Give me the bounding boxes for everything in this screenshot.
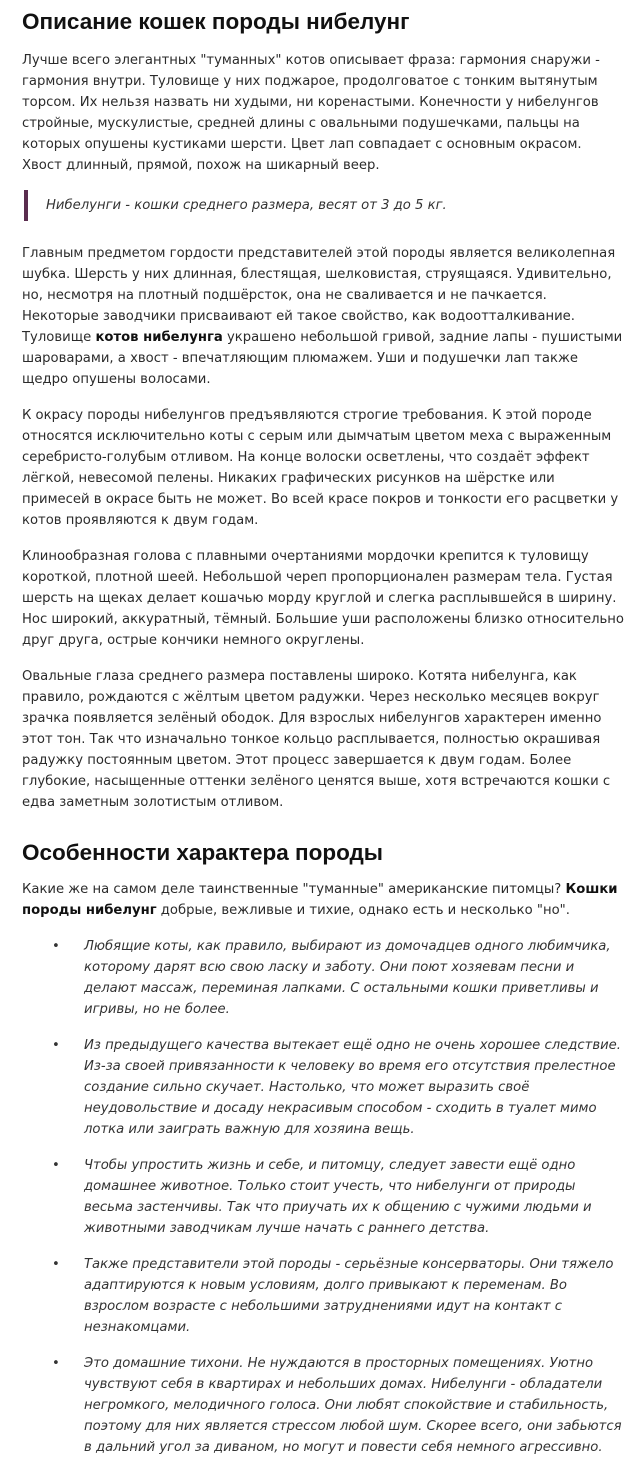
intro-paragraph: Лучше всего элегантных "туманных" котов описывает фраза: гармония снаружи - гармония внутри. Туловище у них поджарое, продолговатое с тонким вытянутым торсом. Их нельзя назвать ни худыми, ни коренастыми. Конечности у нибелунгов стройные, мускулистые, средней длины с овальными подушечками, пальцы на которых опушены кустиками шерсти. Цвет лап совпадает с основным окрасом. Хвост длинный, прямой, похож на шикарный веер. [22,53,600,173]
list-item-text: Чтобы упростить жизнь и себе, и питомцу, следует завести ещё одно домашнее животное. Только стоит учесть, что нибелунги от природы весьма застенчивы. Так что приучать их к общению с чужими людьми и животными заводчикам лучше начать с раннего детства. [84,1158,592,1236]
bullet-icon: • [52,939,60,954]
list-item-text: Также представители этой породы - серьёзные консерваторы. Они тяжело адаптируются к новым условиям, долго привыкают к переменам. Во взрослом возрасте с небольшими затруднениями идут на контакт с незнакомцами. [84,1257,614,1335]
character-intro-paragraph [22,879,624,921]
character-text-bold: Кошки породы нибелунг [22,882,618,918]
list-item [52,1155,624,1239]
color-paragraph: К окрасу породы нибелунгов предъявляются строгие требования. К этой породе относятся исключительно коты с серым или дымчатым цветом меха с выраженным серебристо-голубым отливом. На конце волоски осветлены, что создаёт эффект лёгкой, невесомой пелены. Никаких графических рисунков на шёрстке или примесей в окрасе быть не может. Во всей красе покров и тонкости его расцветки у котов проявляются к двум годам. [22,408,619,528]
section-heading-description: Описание кошек породы нибелунг [22,9,410,34]
character-trait-list [22,936,624,1458]
size-quote: Нибелунги - кошки среднего размера, весят от 3 до 5 кг. [24,190,624,221]
character-text-end: добрые, вежливые и тихие, однако есть и несколько "но". [156,903,570,918]
list-item [52,936,624,1020]
list-item-text: Из предыдущего качества вытекает ещё одно не очень хорошее следствие. Из-за своей привязанности к человеку во время его отсутствия прелестное создание сильно скучает. Настолько, что может выразить своё неудовольствие и досаду некрасивым способом - сходить в туалет мимо лотка или заиграть важную для хозяина вещь. [84,1038,621,1137]
bullet-icon: • [52,1356,60,1371]
bullet-icon: • [52,1038,60,1053]
bullet-icon: • [52,1158,60,1173]
eyes-paragraph: Овальные глаза среднего размера поставлены широко. Котята нибелунга, как правило, рождаются с жёлтым цветом радужки. Через несколько месяцев вокруг зрачка появляется зелёный ободок. Для взрослых нибелунгов характерен именно этот тон. Так что изначально тонкое кольцо расплывается, полностью окрашивая радужку постоянным цветом. Этот процесс завершается к двум годам. Более глубокие, насыщенные оттенки зелёного ценятся выше, хотя встречаются кошки с едва заметным золотистым отливом. [22,669,611,810]
head-paragraph: Клинообразная голова с плавными очертаниями мордочки крепится к туловищу короткой, плотной шеей. Небольшой череп пропорционален размерам тела. Густая шерсть на щеках делает кошачью морду круглой и слегка расплывшейся в ширину. Нос широкий, аккуратный, тёмный. Большие уши расположены близко относительно друг друга, острые кончики немного округлены. [22,549,624,648]
list-item [52,1035,624,1140]
coat-text-end: украшено небольшой гривой, задние лапы - пушистыми шароварами, а хвост - впечатляющим плюмажем. Уши и подушечки лап также щедро опушены волосами. [22,330,623,387]
coat-text-bold: котов нибелунга [95,330,223,345]
coat-paragraph [22,243,624,390]
coat-text-start: Главным предметом гордости представителей этой породы является великолепная шубка. Шерсть у них длинная, блестящая, шелковистая, струящаяся. Удивительно, но, несмотря на плотный подшёрсток, она не сваливается и не пачкается. Некоторые заводчики присваивают ей такое свойство, как водоотталкивание. Туловище [22,246,616,345]
list-item [52,1254,624,1338]
list-item-text: Это домашние тихони. Не нуждаются в просторных помещениях. Уютно чувствуют себя в квартирах и небольших домах. Нибелунги - обладатели негромкого, мелодичного голоса. Они любят спокойствие и стабильность, поэтому для них является стрессом любой шум. Скорее всего, они забьются в дальний угол за диваном, но могут и повести себя немного агрессивно. [84,1356,622,1455]
character-text-start: Какие же на самом деле таинственные "туманные" американские питомцы? [22,882,566,897]
bullet-icon: • [52,1257,60,1272]
section-heading-character: Особенности характера породы [22,840,384,865]
list-item [52,1353,624,1458]
list-item-text: Любящие коты, как правило, выбирают из домочадцев одного любимчика, которому дарят всю свою ласку и заботу. Они поют хозяевам песни и делают массаж, переминая лапками. С остальными кошки приветливы и игривы, но не более. [84,939,611,1017]
